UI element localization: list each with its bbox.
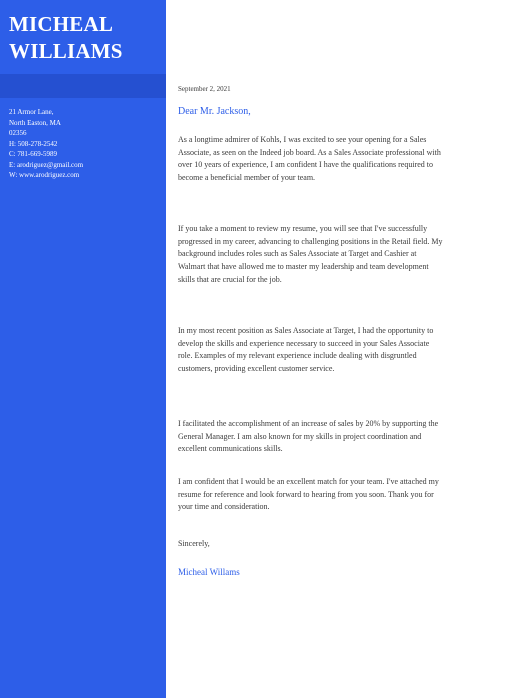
salutation: Dear Mr. Jackson, [178,106,251,117]
home-phone: H: 508-278-2542 [9,139,58,148]
contact-info [9,107,159,181]
last-name: WILLIAMS [9,39,123,63]
signature: Micheal Willams [178,567,240,577]
address-line1: 21 Armor Lane, [9,108,54,116]
closing: Sincerely, [178,539,210,548]
website-link[interactable]: W: www.arodriguez.com [9,171,80,179]
paragraph-4: I facilitated the accomplishment of an increase of sales by 20% by supporting the General Manager. I am also known for my skills in project coordination and excellent communications skills. [178,419,439,454]
email-link[interactable]: E: arodriguez@gmail.com [9,160,84,169]
accent-band [0,74,166,98]
sidebar [0,0,166,698]
address-line2: North Easton, MA [9,118,61,127]
cell-phone: C: 781-669-5989 [9,150,58,158]
address-zip: 02356 [9,129,27,137]
paragraph-5: I am confident that I would be an excellent match for your team. I've attached my resume for reference and look forward to hearing from you soon. Thank you for your time and consideration. [178,477,439,512]
paragraph-1: As a longtime admirer of Kohls, I was excited to see your opening for a Sales Associate, as seen on the Indeed job board. As a Sales Associate professional with over 10 years of experience, I am confident I have the qualifications required to become a beneficial member of your team. [178,135,441,183]
first-name: MICHEAL [9,12,114,36]
paragraph-3: In my most recent position as Sales Associate at Target, I had the opportunity to develop the skills and experience necessary to succeed in your Sales Associate role. Examples of my relevant experience include dealing with disgruntled customers, providing excellent customer service. [178,326,434,374]
paragraph-2: If you take a moment to review my resume, you will see that I've successfully progressed in my career, advancing to challenging positions in the Retail field. My background includes roles such as Sales Associate at Target and Cashier at Walmart that have allowed me to master my leadership and team development skills that are crucial for the job. [178,224,443,284]
name-header [0,0,166,74]
letter-date: September 2, 2021 [178,85,231,93]
